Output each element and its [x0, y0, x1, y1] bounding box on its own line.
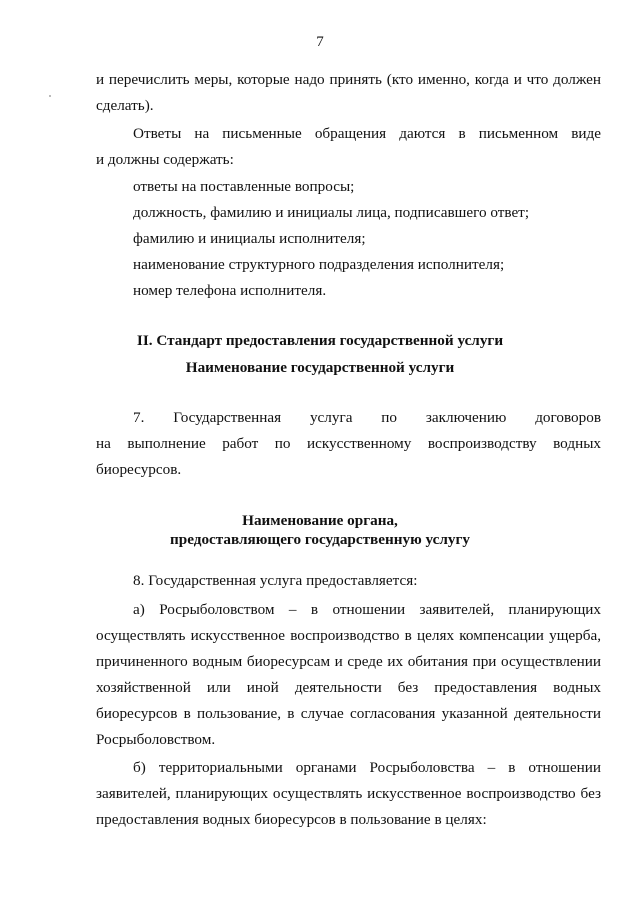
scan-speck: [49, 95, 51, 97]
paragraph-line: 8. Государственная услуга предоставляется:: [133, 572, 418, 589]
paragraph-line: Росрыболовством.: [96, 731, 216, 748]
list-item: наименование структурного подразделения исполнителя;: [133, 256, 505, 273]
paragraph-line: и перечислить меры, которые надо принять (кто именно, когда и что должен: [96, 71, 601, 88]
list-item: номер телефона исполнителя.: [133, 282, 327, 299]
paragraph-line: на выполнение работ по искусственному воспроизводству водных: [96, 435, 601, 452]
paragraph-line: предоставления водных биоресурсов в пользование в целях:: [96, 811, 487, 828]
paragraph-line: осуществлять искусственное воспроизводство в целях компенсации ущерба,: [96, 627, 601, 644]
paragraph-line: биоресурсов в пользование, в случае согласования указанной деятельности: [96, 705, 601, 722]
subsection-title: предоставляющего государственную услугу: [170, 531, 470, 548]
paragraph-line: сделать).: [96, 97, 154, 114]
paragraph-line: заявителей, планирующих осуществлять искусственное воспроизводство без: [96, 785, 601, 802]
paragraph-line: 7. Государственная услуга по заключению договоров: [133, 409, 601, 426]
paragraph-line: и должны содержать:: [96, 151, 234, 168]
list-item: ответы на поставленные вопросы;: [133, 178, 355, 195]
list-item: должность, фамилию и инициалы лица, подписавшего ответ;: [133, 204, 530, 221]
paragraph-line: причиненного водным биоресурсам и среде их обитания при осуществлении: [96, 653, 601, 670]
subsection-title: Наименование государственной услуги: [185, 359, 455, 376]
paragraph-line: биоресурсов.: [96, 461, 182, 478]
paragraph-line: а) Росрыболовством – в отношении заявителей, планирующих: [133, 601, 601, 618]
list-item: фамилию и инициалы исполнителя;: [133, 230, 366, 247]
subsection-title: Наименование органа,: [242, 512, 398, 529]
section-title: II. Стандарт предоставления государственной услуги: [136, 332, 504, 349]
paragraph-line: Ответы на письменные обращения даются в письменном виде: [133, 125, 601, 142]
paragraph-line: б) территориальными органами Росрыболовства – в отношении: [133, 759, 601, 776]
page-number: 7: [316, 34, 324, 50]
paragraph-line: хозяйственной или иной деятельности без предоставления водных: [96, 679, 601, 696]
